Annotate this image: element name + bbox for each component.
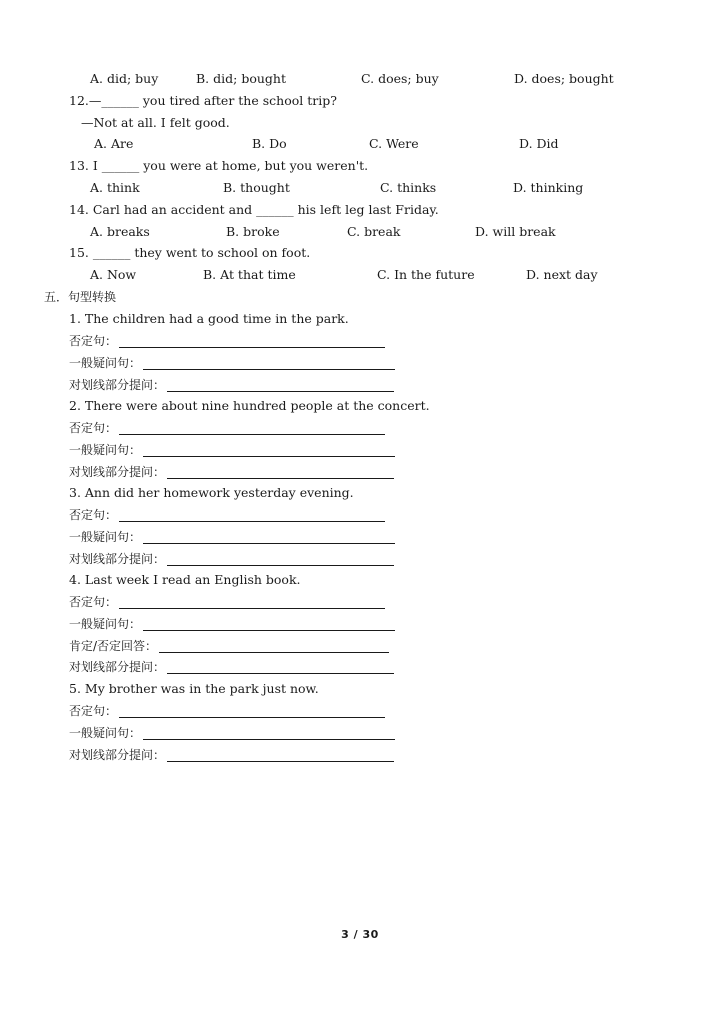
q13-stem: 13. I ______ you were at home, but you weren't. bbox=[69, 158, 369, 173]
item-3-underlined-label: 对划线部分提问： bbox=[69, 552, 166, 566]
item-1-question-blank[interactable] bbox=[143, 368, 395, 370]
q12-stem: 12.—______ you tired after the school trip? bbox=[69, 93, 337, 108]
q11-option-d: D. does; bought bbox=[514, 71, 614, 86]
q14-option-c: C. break bbox=[347, 224, 401, 239]
page-number: 3 / 30 bbox=[341, 928, 379, 941]
item-4-answer-label: 肯定/否定回答： bbox=[69, 639, 158, 653]
item-2-negative-label: 否定句： bbox=[69, 421, 118, 435]
q11-option-b: B. did; bought bbox=[196, 71, 286, 86]
item-5-sentence: 5. My brother was in the park just now. bbox=[69, 681, 319, 696]
q14-stem: 14. Carl had an accident and ______ his left leg last Friday. bbox=[69, 202, 439, 217]
item-4-question-blank[interactable] bbox=[143, 629, 395, 631]
q11-option-c: C. does; buy bbox=[361, 71, 439, 86]
item-1-negative-label: 否定句： bbox=[69, 334, 118, 348]
item-5-question-label: 一般疑问句： bbox=[69, 726, 142, 740]
item-3-sentence: 3. Ann did her homework yesterday evening. bbox=[69, 485, 354, 500]
section-heading: 五．句型转换 bbox=[44, 290, 117, 304]
item-2-question-label: 一般疑问句： bbox=[69, 443, 142, 457]
item-4-negative-row bbox=[69, 594, 385, 610]
item-4-negative-label: 否定句： bbox=[69, 595, 118, 609]
item-4-underlined-label: 对划线部分提问： bbox=[69, 660, 166, 674]
item-4-question-label: 一般疑问句： bbox=[69, 617, 142, 631]
item-3-negative-label: 否定句： bbox=[69, 508, 118, 522]
q14-option-d: D. will break bbox=[475, 224, 556, 239]
q15-option-c: C. In the future bbox=[377, 267, 475, 282]
q12-option-a: A. Are bbox=[94, 136, 134, 151]
item-3-negative-blank[interactable] bbox=[119, 520, 385, 522]
item-1-underlined-row bbox=[69, 377, 394, 393]
item-3-question-row bbox=[69, 529, 395, 545]
item-3-question-blank[interactable] bbox=[143, 542, 395, 544]
item-1-negative-blank[interactable] bbox=[119, 346, 385, 348]
item-5-negative-blank[interactable] bbox=[119, 716, 385, 718]
item-2-negative-blank[interactable] bbox=[119, 433, 385, 435]
q13-option-c: C. thinks bbox=[380, 180, 437, 195]
item-4-underlined-row bbox=[69, 659, 394, 675]
q12-option-c: C. Were bbox=[369, 136, 419, 151]
item-1-underlined-blank[interactable] bbox=[167, 390, 394, 392]
item-1-negative-row bbox=[69, 333, 385, 349]
item-5-underlined-label: 对划线部分提问： bbox=[69, 748, 166, 762]
item-4-answer-row bbox=[69, 638, 389, 654]
item-2-sentence: 2. There were about nine hundred people at the concert. bbox=[69, 398, 430, 413]
item-2-underlined-label: 对划线部分提问： bbox=[69, 465, 166, 479]
item-5-underlined-blank[interactable] bbox=[167, 760, 394, 762]
item-2-underlined-row bbox=[69, 464, 394, 480]
q13-option-b: B. thought bbox=[223, 180, 290, 195]
item-2-negative-row bbox=[69, 420, 385, 436]
item-4-answer-blank[interactable] bbox=[159, 651, 389, 653]
q15-stem: 15. ______ they went to school on foot. bbox=[69, 245, 311, 260]
q15-option-b: B. At that time bbox=[203, 267, 296, 282]
q13-option-a: A. think bbox=[90, 180, 140, 195]
q11-option-a: A. did; buy bbox=[90, 71, 159, 86]
q12-option-d: D. Did bbox=[519, 136, 559, 151]
q12-option-b: B. Do bbox=[252, 136, 287, 151]
item-5-negative-label: 否定句： bbox=[69, 704, 118, 718]
item-1-underlined-label: 对划线部分提问： bbox=[69, 378, 166, 392]
q14-option-a: A. breaks bbox=[90, 224, 150, 239]
item-2-question-blank[interactable] bbox=[143, 455, 395, 457]
item-4-sentence: 4. Last week I read an English book. bbox=[69, 572, 301, 587]
item-1-question-row bbox=[69, 355, 395, 371]
item-4-negative-blank[interactable] bbox=[119, 607, 385, 609]
item-4-underlined-blank[interactable] bbox=[167, 672, 394, 674]
item-3-negative-row bbox=[69, 507, 385, 523]
item-1-question-label: 一般疑问句： bbox=[69, 356, 142, 370]
item-4-question-row bbox=[69, 616, 395, 632]
item-3-question-label: 一般疑问句： bbox=[69, 530, 142, 544]
item-3-underlined-blank[interactable] bbox=[167, 564, 394, 566]
item-2-question-row bbox=[69, 442, 395, 458]
item-5-underlined-row bbox=[69, 747, 394, 763]
q15-option-d: D. next day bbox=[526, 267, 598, 282]
item-5-question-row bbox=[69, 725, 395, 741]
q13-option-d: D. thinking bbox=[513, 180, 584, 195]
item-5-question-blank[interactable] bbox=[143, 738, 395, 740]
item-5-negative-row bbox=[69, 703, 385, 719]
q12-reply: —Not at all. I felt good. bbox=[81, 115, 230, 130]
q15-option-a: A. Now bbox=[90, 267, 137, 282]
item-2-underlined-blank[interactable] bbox=[167, 477, 394, 479]
q14-option-b: B. broke bbox=[226, 224, 280, 239]
item-3-underlined-row bbox=[69, 551, 394, 567]
item-1-sentence: 1. The children had a good time in the park. bbox=[69, 311, 349, 326]
